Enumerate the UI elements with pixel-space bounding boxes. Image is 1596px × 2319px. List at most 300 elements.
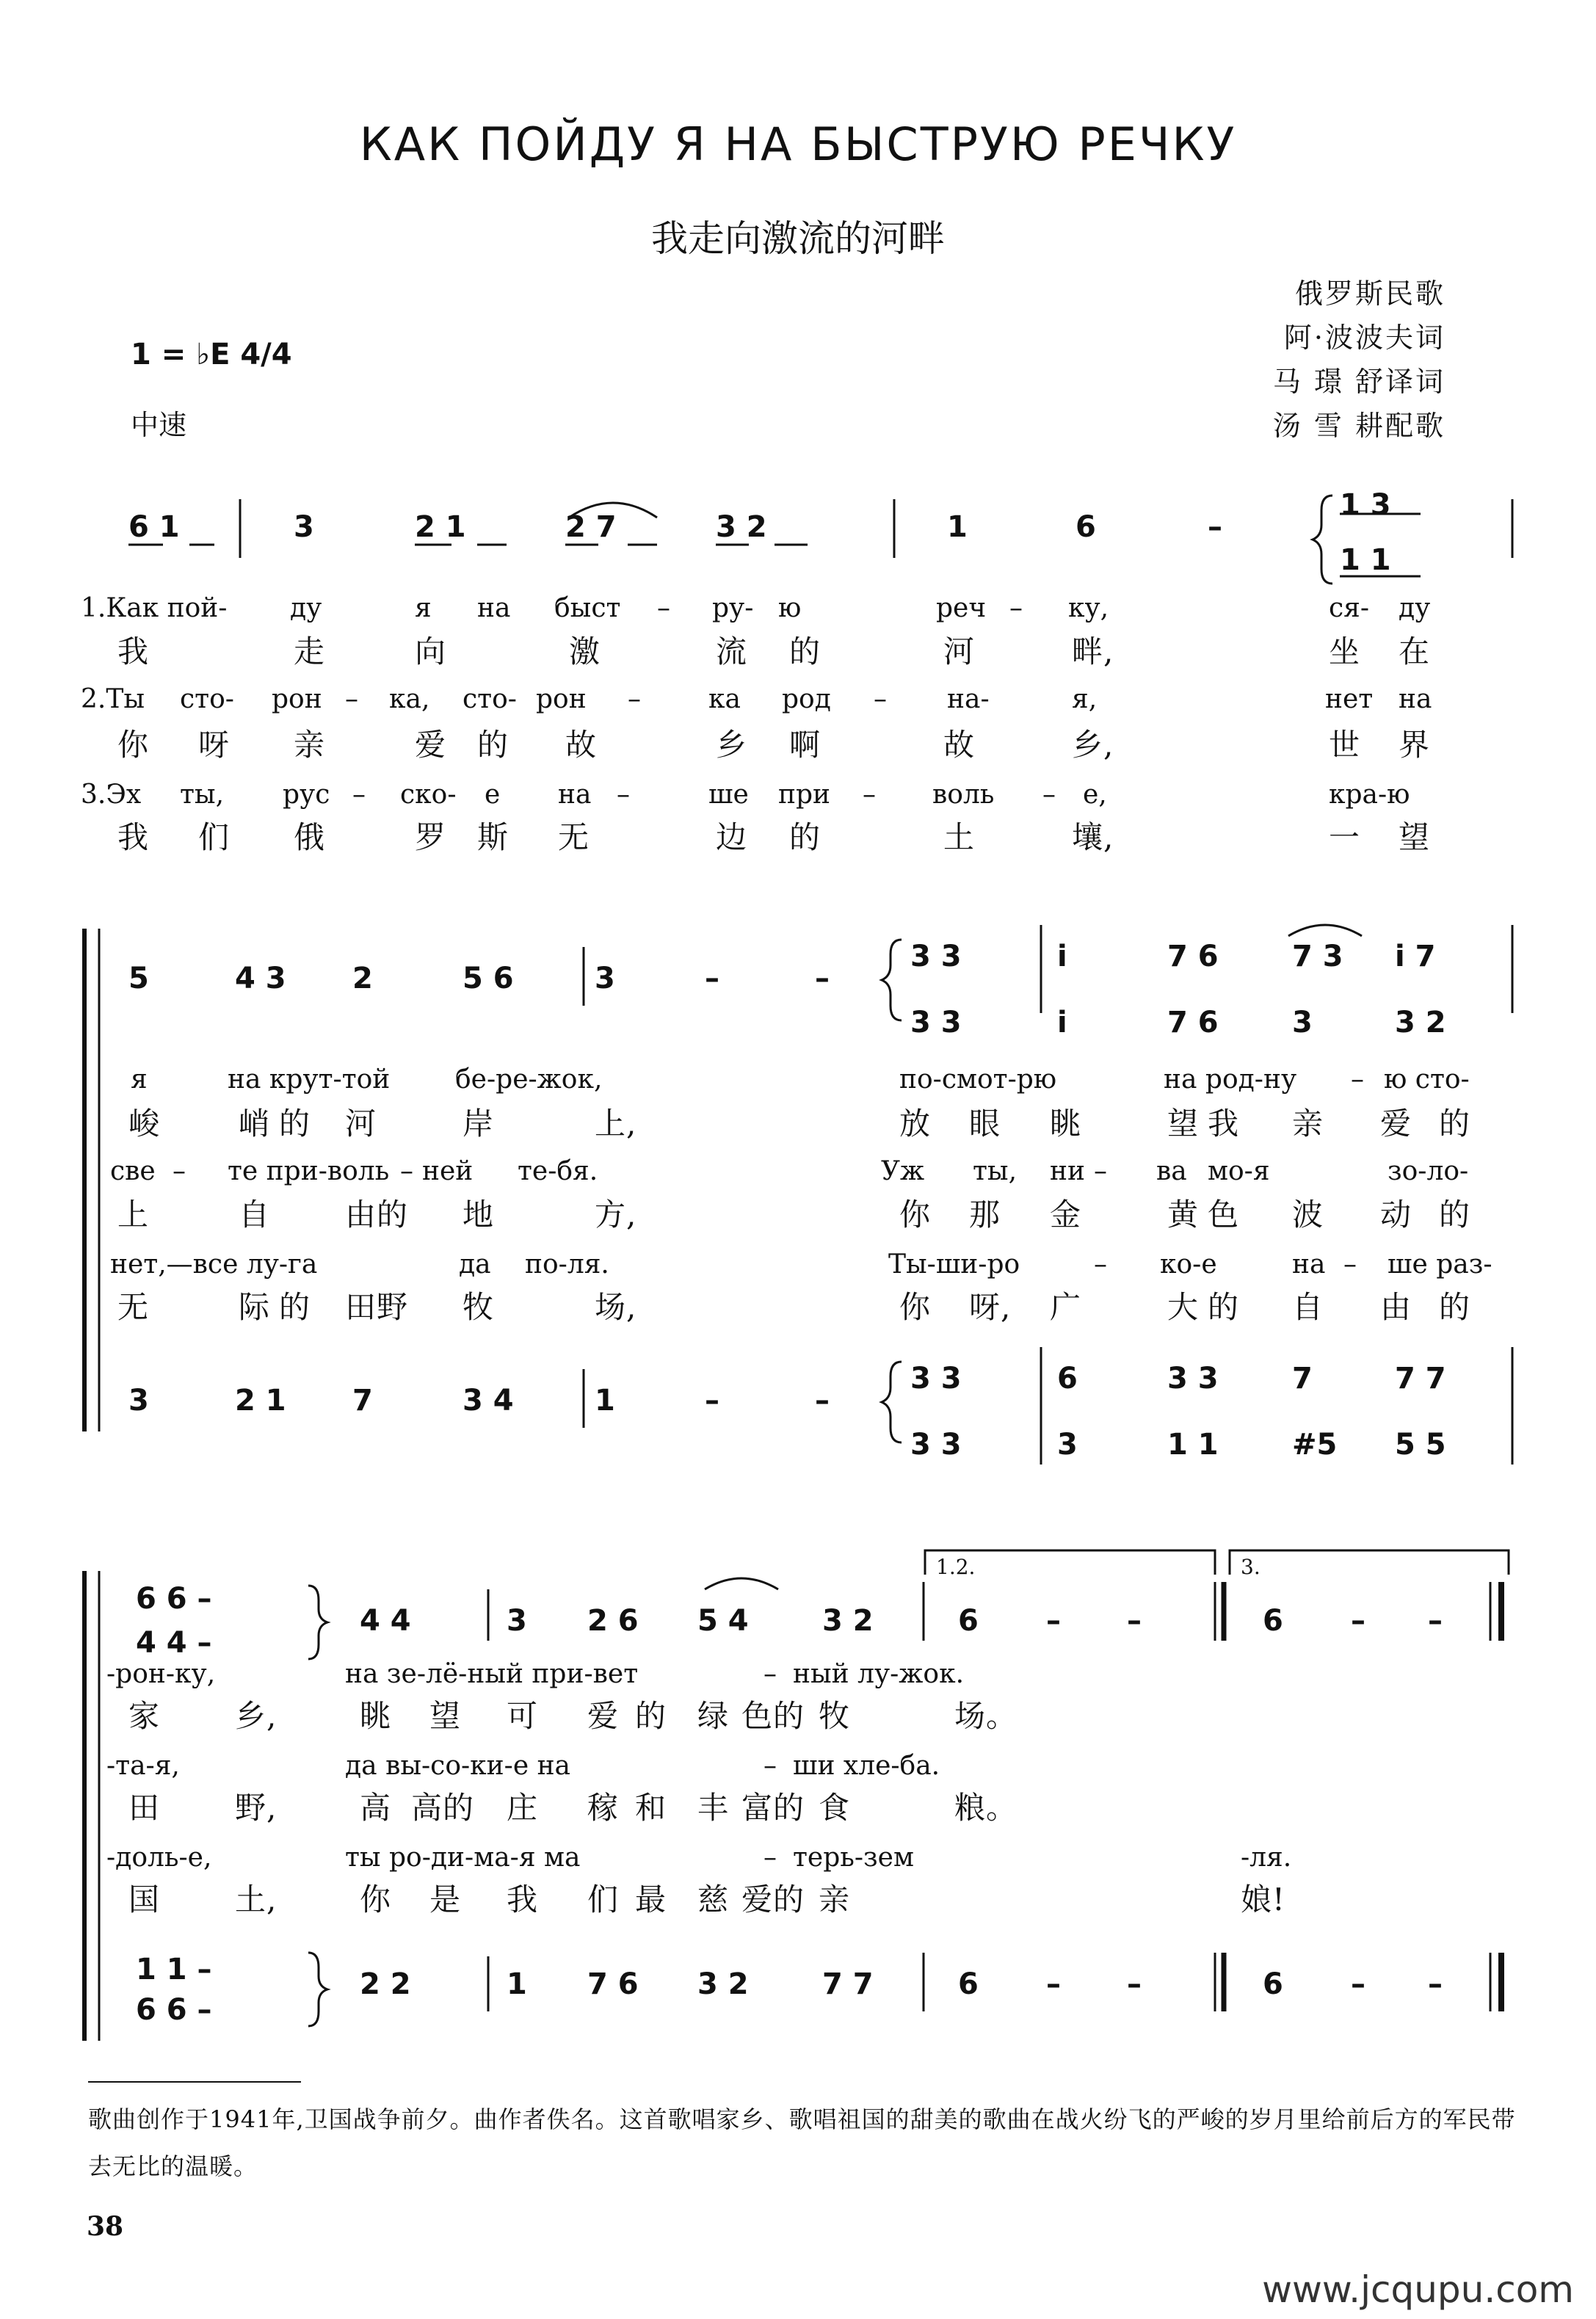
lyric: 慈 xyxy=(697,1881,730,1917)
lyric: на xyxy=(1292,1249,1326,1280)
lyric: – xyxy=(763,1843,777,1873)
note-group: 7 6 xyxy=(1167,1006,1219,1039)
lyric: 土 xyxy=(943,819,976,855)
note-group: 1 xyxy=(595,1384,615,1418)
note-group: 1 1 – xyxy=(136,1953,212,1986)
lyric: ный лу-жок. xyxy=(793,1659,965,1689)
note-group: 3 xyxy=(595,962,615,995)
lyric: Уж xyxy=(881,1156,925,1186)
lyric: ду xyxy=(1399,593,1431,623)
lyric: ру- xyxy=(712,593,754,623)
lyric: 的 xyxy=(1439,1106,1471,1142)
lyric: 峻 xyxy=(128,1106,161,1142)
system1-lyrics-zh-2 xyxy=(0,721,1596,763)
lyric: ше xyxy=(708,780,749,810)
note-group: 7 xyxy=(352,1384,373,1418)
lyric: на xyxy=(558,780,592,810)
lyric: 你 xyxy=(899,1197,932,1233)
lyric: 的 xyxy=(1439,1289,1471,1325)
note-group: – xyxy=(815,962,830,995)
lyric: реч xyxy=(936,593,987,623)
lyric: 富的 xyxy=(741,1790,805,1826)
lyric: е, xyxy=(1083,780,1107,810)
lyric: 爱 xyxy=(415,727,447,763)
lyric: 的 xyxy=(477,727,509,763)
lyric: 河 xyxy=(943,634,976,669)
system1-lyrics-zh-1 xyxy=(0,628,1596,669)
lyric: нет xyxy=(1325,684,1374,714)
lyric: 们 xyxy=(587,1881,620,1917)
credit-translator: 马 璟 舒译词 xyxy=(1272,366,1446,398)
lyric: мо-я xyxy=(1208,1156,1270,1186)
note-group: i 7 xyxy=(1395,940,1436,973)
lyric: 的 xyxy=(1208,1289,1240,1325)
system3-lyrics-zh-1 xyxy=(0,1692,1596,1734)
lyric: 眺 xyxy=(1050,1106,1082,1142)
note-group: 1 xyxy=(507,1967,527,2001)
lyric: 广 xyxy=(1050,1289,1082,1325)
note-group: – xyxy=(815,1384,830,1418)
lyric: – xyxy=(173,1156,186,1186)
lyric: 界 xyxy=(1399,727,1431,763)
lyric: 乡 xyxy=(716,727,748,763)
note-group: 6 1 xyxy=(128,510,180,544)
system2-lyrics-ru-2 xyxy=(0,1156,1596,1186)
lyric: 一 xyxy=(1329,819,1361,855)
system2-lyrics-ru-3 xyxy=(0,1249,1596,1279)
note-group: 3 3 xyxy=(910,1006,962,1039)
lyric: 自 xyxy=(1292,1289,1324,1325)
lyric: 稼 xyxy=(587,1790,620,1826)
key-signature: 1 = ♭E 4/4 xyxy=(131,338,292,371)
lyric: 的 xyxy=(635,1698,667,1734)
lyric: 壤, xyxy=(1072,819,1114,855)
lyric: 眼 xyxy=(969,1106,1001,1142)
lyric: ду xyxy=(290,593,322,623)
lyric: рус xyxy=(283,780,330,810)
lyric: 亲 xyxy=(294,727,326,763)
lyric: 庄 xyxy=(507,1790,539,1826)
note-group: 1 1 xyxy=(1167,1428,1219,1462)
note-group: 2 7 xyxy=(565,510,617,544)
system1-lyrics-ru-3 xyxy=(0,780,1596,809)
system1-lyrics-ru-2 xyxy=(0,684,1596,714)
lyric: 上, xyxy=(595,1106,637,1142)
system1-lyrics-ru-1 xyxy=(0,593,1596,623)
note-group: 1 1 xyxy=(1340,543,1391,577)
lyric: 田野 xyxy=(345,1289,409,1325)
lyric: 无 xyxy=(558,819,590,855)
credit-arranger: 汤 雪 耕配歌 xyxy=(1272,410,1446,442)
note-group: 6 xyxy=(1263,1967,1283,2001)
song-subtitle: 我走向激流的河畔 xyxy=(651,217,945,260)
note-group: 3 2 xyxy=(716,510,767,544)
lyric: 故 xyxy=(565,727,598,763)
lyric: 呀 xyxy=(198,727,231,763)
note-group: – xyxy=(705,1384,719,1418)
lyric: – xyxy=(874,684,887,714)
note-group: 3 3 xyxy=(910,1428,962,1462)
note-group: 3 xyxy=(294,510,314,544)
lyric: да вы-со-ки-е на xyxy=(345,1751,571,1781)
lyric: – xyxy=(1351,1064,1364,1095)
note-group: – xyxy=(1127,1604,1142,1638)
note-group: #5 xyxy=(1292,1428,1338,1462)
lyric: 牧 xyxy=(463,1289,495,1325)
lyric: 食 xyxy=(819,1790,851,1826)
lyric: рон xyxy=(272,684,322,714)
lyric: быст xyxy=(554,593,621,623)
system2-lyrics-zh-1 xyxy=(0,1100,1596,1142)
lyric: род xyxy=(782,684,831,714)
lyric: 牧 xyxy=(819,1698,851,1734)
lyric: 黄 xyxy=(1167,1197,1200,1233)
lyric: 高 xyxy=(360,1790,392,1826)
song-title: КАК ПОЙДУ Я НА БЫСТРУЮ РЕЧКУ xyxy=(359,117,1237,171)
lyric: 激 xyxy=(569,634,601,669)
note-group: 1 xyxy=(947,510,968,544)
lyric: – xyxy=(763,1659,777,1689)
lyric: терь-зем xyxy=(793,1843,914,1873)
lyric: ва xyxy=(1156,1156,1187,1186)
lyric: 粮。 xyxy=(954,1790,1018,1826)
lyric: 我 xyxy=(117,634,150,669)
lyric: -та-я, xyxy=(106,1751,180,1781)
system2-notes xyxy=(0,940,1596,1039)
system3-lyrics-ru-1 xyxy=(0,1659,1596,1688)
system2-lyrics-zh-3 xyxy=(0,1283,1596,1325)
system2-lyrics-zh-2 xyxy=(0,1191,1596,1233)
note-group: – xyxy=(705,962,719,995)
credit-origin: 俄罗斯民歌 xyxy=(1294,277,1446,310)
system3-lyrics-ru-2 xyxy=(0,1751,1596,1780)
lyric: 望 xyxy=(1167,1106,1200,1142)
note-group: 1 3 xyxy=(1340,488,1391,522)
lyric: 2.Ты xyxy=(81,684,145,714)
note-group: 2 6 xyxy=(587,1604,639,1638)
lyric: 1.Как пой- xyxy=(81,593,228,623)
lyric: 眺 xyxy=(360,1698,392,1734)
lyric: ко-е xyxy=(1160,1249,1217,1280)
note-group: 4 3 xyxy=(235,962,286,995)
lyric: на крут-той xyxy=(228,1064,391,1095)
lyric: 色的 xyxy=(741,1698,805,1734)
note-group: 6 6 – xyxy=(136,1993,212,2027)
lyric: ты, xyxy=(180,780,225,810)
lyric: 乡, xyxy=(1072,727,1114,763)
note-group: 7 xyxy=(1292,1362,1313,1396)
lyric: – xyxy=(1094,1249,1107,1280)
lyric: 在 xyxy=(1399,634,1431,669)
note-group: – xyxy=(1351,1967,1365,2001)
lyric: – xyxy=(628,684,641,714)
lyric: я xyxy=(415,593,432,623)
lyric: воль xyxy=(932,780,995,810)
note-group: 3 3 xyxy=(910,1362,962,1396)
lyric: сто- xyxy=(463,684,517,714)
lyric: е xyxy=(485,780,501,810)
note-group: 6 xyxy=(958,1967,979,2001)
note-group: 7 6 xyxy=(587,1967,639,2001)
note-group: 4 4 – xyxy=(136,1626,212,1660)
lyric: ни xyxy=(1050,1156,1085,1186)
lyric: – xyxy=(763,1751,777,1781)
lyric: ты, xyxy=(973,1156,1018,1186)
footnote-rule xyxy=(88,2081,301,2083)
page-number: 38 xyxy=(87,2211,124,2242)
lyric: 爱 xyxy=(1380,1106,1412,1142)
lyric: 你 xyxy=(899,1289,932,1325)
lyric: ку, xyxy=(1068,593,1109,623)
note-group: 6 xyxy=(1263,1604,1283,1638)
lyric: на зе-лё-ный при-вет xyxy=(345,1659,639,1689)
lyric: 我 xyxy=(117,819,150,855)
note-group: i xyxy=(1057,940,1067,973)
lyric: 坐 xyxy=(1329,634,1361,669)
lyric: 望 xyxy=(1399,819,1431,855)
note-group: 7 7 xyxy=(822,1967,874,2001)
lyric: 罗 xyxy=(415,819,447,855)
lyric: 最 xyxy=(635,1881,667,1917)
tempo-marking: 中速 xyxy=(131,409,187,441)
lyric: на- xyxy=(947,684,990,714)
note-group: i xyxy=(1057,1006,1067,1039)
lyric: 动 xyxy=(1380,1197,1412,1233)
lyric: 世 xyxy=(1329,727,1361,763)
system3-lyrics-zh-3 xyxy=(0,1876,1596,1917)
lyric: 故 xyxy=(943,727,976,763)
system1-lyrics-zh-3 xyxy=(0,813,1596,855)
lyric: зо-ло- xyxy=(1388,1156,1469,1186)
lyric: – xyxy=(863,780,876,810)
lyric: 大 xyxy=(1167,1289,1200,1325)
lyric: 你 xyxy=(117,727,150,763)
lyric: – xyxy=(1343,1249,1357,1280)
note-group: – xyxy=(1127,1967,1142,2001)
volta-1-2: 1.2. xyxy=(936,1555,976,1579)
lyric: 绿 xyxy=(697,1698,730,1734)
system3-notes xyxy=(0,1582,1596,1660)
lyric: 由的 xyxy=(345,1197,409,1233)
note-group: – xyxy=(1428,1967,1443,2001)
lyric: нет,—все лу-га xyxy=(110,1249,318,1280)
note-group: 2 2 xyxy=(360,1967,411,2001)
lyric: ты ро-ди-ма-я ма xyxy=(345,1843,581,1873)
lyric: Ты-ши-ро xyxy=(888,1249,1020,1280)
lyric: на род-ну xyxy=(1164,1064,1297,1095)
lyric: 俄 xyxy=(294,819,326,855)
lyric: по-ля. xyxy=(525,1249,609,1280)
lyric: 畔, xyxy=(1072,634,1114,669)
note-group: 5 4 xyxy=(697,1604,749,1638)
lyric: 走 xyxy=(294,634,326,669)
lyric: 土, xyxy=(235,1881,278,1917)
lyric: 斯 xyxy=(477,819,509,855)
note-group: 7 7 xyxy=(1395,1362,1446,1396)
lyric: 爱的 xyxy=(741,1881,805,1917)
lyric: 你 xyxy=(360,1881,392,1917)
note-group: 3 2 xyxy=(697,1967,749,2001)
note-group: 3 2 xyxy=(822,1604,874,1638)
lyric: – xyxy=(352,780,366,810)
lyric: 上 xyxy=(117,1197,150,1233)
note-group: 6 xyxy=(1057,1362,1078,1396)
note-group: 4 4 xyxy=(360,1604,411,1638)
lyric: 的 xyxy=(279,1289,311,1325)
note-group: 2 xyxy=(352,962,373,995)
lyric: ся- xyxy=(1329,593,1370,623)
lyric: да xyxy=(459,1249,491,1280)
lyric: 我 xyxy=(1208,1106,1240,1142)
lyric: 乡, xyxy=(235,1698,278,1734)
note-group: – xyxy=(1046,1604,1061,1638)
lyric: 亲 xyxy=(819,1881,851,1917)
lyric: ше раз- xyxy=(1388,1249,1492,1280)
lyric: ю сто- xyxy=(1384,1064,1470,1095)
note-group: 3 xyxy=(128,1384,149,1418)
note-group: – xyxy=(1428,1604,1443,1638)
note-group: 6 xyxy=(1076,510,1096,544)
lyric: на xyxy=(1399,684,1432,714)
note-group: 6 6 – xyxy=(136,1582,212,1616)
lyric: 自 xyxy=(239,1197,271,1233)
note-group: 3 4 xyxy=(463,1384,514,1418)
lyric: 的 xyxy=(789,819,821,855)
lyric: я, xyxy=(1072,684,1098,714)
credit-lyricist: 阿·波波夫词 xyxy=(1283,322,1446,354)
lyric: ю xyxy=(778,593,802,623)
lyric: я xyxy=(131,1064,148,1095)
note-group: 3 3 xyxy=(1167,1362,1219,1396)
lyric: све xyxy=(110,1156,156,1186)
note-group: 3 3 xyxy=(910,940,962,973)
lyric: 的 xyxy=(789,634,821,669)
lyric: 爱 xyxy=(587,1698,620,1734)
lyric: 的 xyxy=(1439,1197,1471,1233)
note-group: 5 xyxy=(128,962,149,995)
lyric: ско- xyxy=(400,780,457,810)
system2-lyrics-ru-1 xyxy=(0,1064,1596,1094)
lyric: 呀, xyxy=(969,1289,1012,1325)
lyric: 方, xyxy=(595,1197,637,1233)
lyric: – xyxy=(1009,593,1023,623)
lyric: 野, xyxy=(235,1790,278,1826)
lyric: 我 xyxy=(507,1881,539,1917)
note-group: 6 xyxy=(958,1604,979,1638)
lyric: 3.Эх xyxy=(81,780,142,810)
lyric: 家 xyxy=(128,1698,161,1734)
system3-lyrics-zh-2 xyxy=(0,1784,1596,1826)
system1-notes xyxy=(0,488,1596,577)
lyric: 边 xyxy=(716,819,748,855)
lyric: бе-ре-жок, xyxy=(455,1064,603,1095)
lyric: 地 xyxy=(463,1197,495,1233)
note-group: 2 1 xyxy=(415,510,466,544)
lyric: 场。 xyxy=(954,1698,1018,1734)
lyric: ка xyxy=(708,684,741,714)
lyric: 望 xyxy=(429,1698,462,1734)
lyric: 河 xyxy=(345,1106,377,1142)
lyric: 和 xyxy=(635,1790,667,1826)
lyric: – xyxy=(657,593,670,623)
note-group: – xyxy=(1208,510,1222,544)
lyric: 是 xyxy=(429,1881,462,1917)
note-group: 3 2 xyxy=(1395,1006,1446,1039)
lyric: ши хле-ба. xyxy=(793,1751,940,1781)
lyric: на xyxy=(477,593,511,623)
note-group: 5 6 xyxy=(463,962,514,995)
note-group: 3 xyxy=(507,1604,527,1638)
lyric: 国 xyxy=(128,1881,161,1917)
lyric: 场, xyxy=(595,1289,637,1325)
lyric: – xyxy=(617,780,630,810)
lyric: 峭 xyxy=(239,1106,271,1142)
note-group: 5 5 xyxy=(1395,1428,1446,1462)
lyric: 流 xyxy=(716,634,748,669)
lyric: – xyxy=(400,1156,413,1186)
note-group: 3 xyxy=(1057,1428,1078,1462)
lyric: сто- xyxy=(180,684,234,714)
lyric: ка, xyxy=(389,684,430,714)
lyric: те при-воль xyxy=(228,1156,390,1186)
lyric: – xyxy=(1094,1156,1107,1186)
lyric: 田 xyxy=(128,1790,161,1826)
note-group: 2 1 xyxy=(235,1384,286,1418)
lyric: при xyxy=(778,780,831,810)
lyric: рон xyxy=(536,684,587,714)
lyric: те-бя. xyxy=(518,1156,598,1186)
lyric: 亲 xyxy=(1292,1106,1324,1142)
lyric: 色 xyxy=(1208,1197,1240,1233)
system3-lyrics-ru-3 xyxy=(0,1843,1596,1872)
lyric: – xyxy=(1042,780,1056,810)
lyric: 波 xyxy=(1292,1197,1324,1233)
lyric: 可 xyxy=(507,1698,539,1734)
system2-lower-notes xyxy=(0,1362,1596,1462)
lyric: 际 xyxy=(239,1289,271,1325)
lyric: ней xyxy=(422,1156,474,1186)
watermark: www.jcqupu.com xyxy=(1262,2268,1574,2311)
note-group: 3 xyxy=(1292,1006,1313,1039)
note-group: – xyxy=(1351,1604,1365,1638)
lyric: 高的 xyxy=(411,1790,475,1826)
lyric: 娘! xyxy=(1241,1881,1285,1917)
note-group: 7 6 xyxy=(1167,940,1219,973)
lyric: по-смот-рю xyxy=(899,1064,1057,1095)
lyric: -доль-е, xyxy=(106,1843,212,1873)
lyric: – xyxy=(345,684,358,714)
lyric: 岸 xyxy=(463,1106,495,1142)
lyric: 的 xyxy=(279,1106,311,1142)
system3-lower-notes xyxy=(0,1953,1596,2027)
lyric: 向 xyxy=(415,634,447,669)
lyric: 由 xyxy=(1380,1289,1412,1325)
lyric: 啊 xyxy=(789,727,821,763)
lyric: 金 xyxy=(1050,1197,1082,1233)
lyric: 丰 xyxy=(697,1790,730,1826)
lyric: 放 xyxy=(899,1106,932,1142)
lyric: -ля. xyxy=(1241,1843,1292,1873)
lyric: кра-ю xyxy=(1329,780,1410,810)
note-group: 7 3 xyxy=(1292,940,1343,973)
note-group: – xyxy=(1046,1967,1061,2001)
volta-3: 3. xyxy=(1241,1555,1261,1579)
lyric: 们 xyxy=(198,819,231,855)
lyric: -рон-ку, xyxy=(106,1659,216,1689)
lyric: 无 xyxy=(117,1289,150,1325)
footnote: 歌曲创作于1941年,卫国战争前夕。曲作者佚名。这首歌唱家乡、歌唱祖国的甜美的歌曲在战火纷飞的严峻的岁月里给前后方的军民带去无比的温暖。 xyxy=(88,2105,1516,2180)
lyric: 那 xyxy=(969,1197,1001,1233)
